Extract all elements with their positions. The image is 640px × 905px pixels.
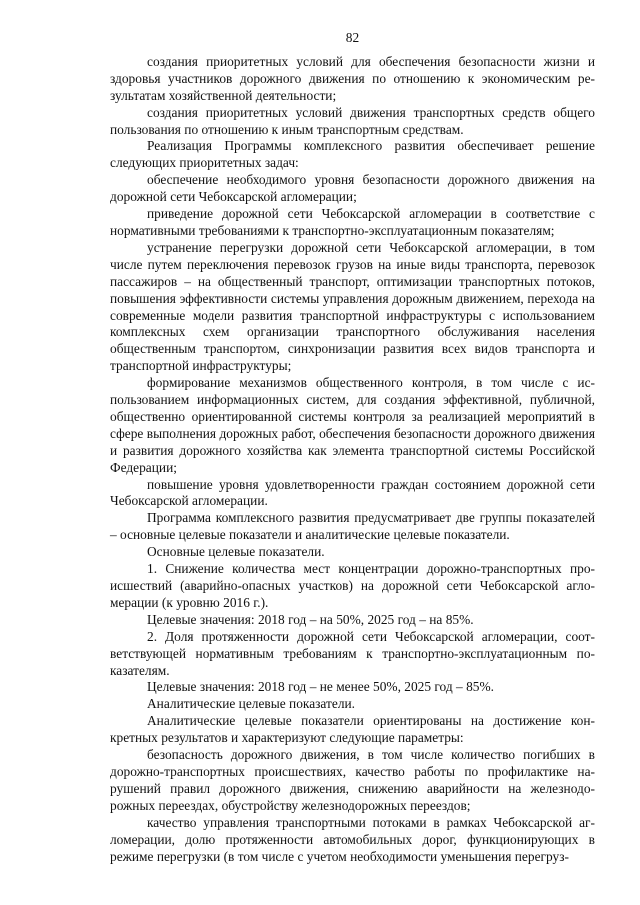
paragraph: безопасность дорожного движения, в том числе количество погибших в дорожно-транспортных происшествиях, качество работы по профилактике нарушений правил дорожного движения, снижению аварийности на железнодорожных переездах, обустройству железнодорожных переездов; [110,747,595,813]
paragraph: приведение дорожной сети Чебоксарской агломерации в соответствие с нормативными требованиями к транспортно-эксплуатационным показателям; [110,206,595,238]
paragraph: Целевые значения: 2018 год – на 50%, 2025 год – на 85%. [147,611,474,627]
paragraph: устранение перегрузки дорожной сети Чебоксарской агломерации, в том числе путем переключения перевозок грузов на иные виды транспорта, перевозок пассажиров – на общественный транспорт, оптимизации транспортных потоков, повышения эффективности системы управления дорожным движением, перехода на современные модели развития транспортной инфраструктуры с использованием комплексных схем организации транспортного обслуживания населения общественным транспортом, синхронизации развития всех видов транспорта и транспортной инфраструктуры; [110,239,595,374]
paragraph: создания приоритетных условий для обеспечения безопасности жизни и здоровья участников дорожного движения по отношению к экономическим результатам хозяйственной деятельности; [110,53,595,103]
paragraph: Программа комплексного развития предусматривает две группы показателей – основные целевые показатели и аналитические целевые показатели. [110,510,595,543]
document-page [110,30,595,865]
paragraph: Аналитические целевые показатели. [147,696,356,712]
paragraph: повышение уровня удовлетворенности граждан состоянием дорожной сети Чебоксарской агломерации. [110,476,595,509]
paragraph: 1. Снижение количества мест концентрации дорожно-транспортных происшествий (аварийно-опасных участков) на дорожной сети Чебоксарской агломерации (к уровню 2016 г.). [110,561,595,610]
paragraph: обеспечение необходимого уровня безопасности дорожного движения на дорожной сети Чебоксарской агломерации; [110,172,595,205]
paragraph: качество управления транспортными потоками в рамках Чебоксарской агломерации, долю протяженности автомобильных дорог, функционирующих в режиме перегрузки (в том числе с учетом необходимости уменьшения перегруз- [110,814,595,864]
paragraph: Целевые значения: 2018 год – не менее 50%, 2025 год – 85%. [147,679,494,695]
paragraph: Реализация Программы комплексного развития обеспечивает решение следующих приоритетных задач: [110,138,595,171]
paragraph: формирование механизмов общественного контроля, в том числе с использованием информационных систем, для создания эффективной, публичной, общественно ориентированной системы контроля за реализацией мероприятий в сфере выполнения дорожных работ, обеспечения безопасности дорожного движения и развития дорожного хозяйства как элемента транспортной системы Российской Федерации; [110,375,595,475]
paragraph: 2. Доля протяженности дорожной сети Чебоксарской агломерации, соответствующей нормативным требованиям к транспортно-эксплуатационным показателям. [110,628,595,678]
paragraph: создания приоритетных условий движения транспортных средств общего пользования по отношению к иным транспортным средствам. [110,104,595,137]
page-number: 82 [345,30,360,45]
paragraph: Основные целевые показатели. [147,544,325,560]
paragraph: Аналитические целевые показатели ориентированы на достижение конкретных результатов и характеризуют следующие параметры: [110,713,595,746]
